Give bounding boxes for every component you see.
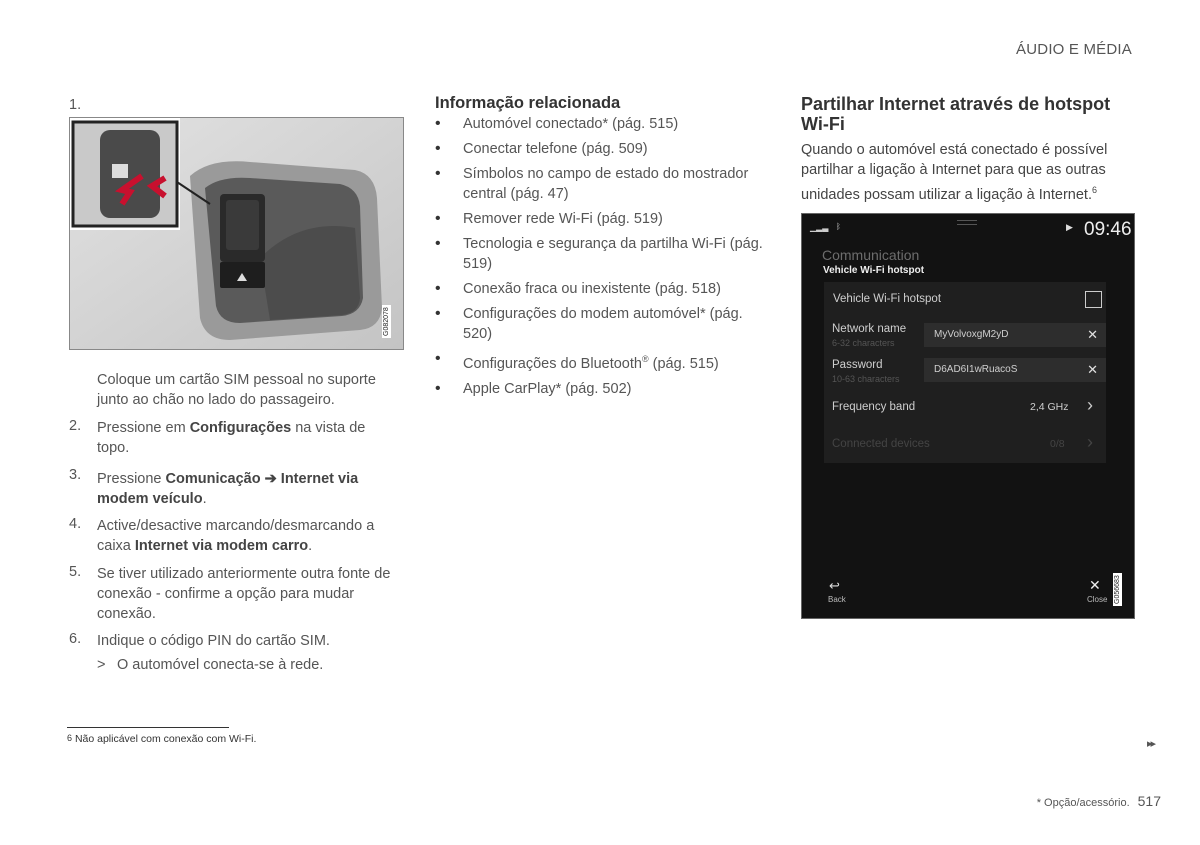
password-label: Password: [832, 359, 883, 371]
step-text-part: na vista de topo.: [97, 420, 366, 456]
related-link[interactable]: • Símbolos no campo de estado do mostrador central (pág. 47): [435, 164, 775, 204]
registered-mark: ®: [641, 354, 649, 364]
menu-reference: Comunicação ➔ Internet via modem veículo: [97, 471, 359, 507]
related-link[interactable]: [435, 349, 775, 374]
hotspot-section: [801, 94, 1136, 205]
step-text: Coloque um cartão SIM pessoal no suporte junto ao chão no lado do passageiro.: [97, 372, 376, 408]
menu-reference: Configurações: [189, 420, 292, 436]
step-number: 6.: [69, 631, 82, 647]
footnote-text: Não aplicável com conexão com Wi-Fi.: [74, 733, 257, 745]
back-button[interactable]: Back: [828, 595, 846, 604]
step-text: [97, 516, 397, 556]
related-link[interactable]: • Conexão fraca ou inexistente (pág. 518): [435, 279, 775, 299]
sim-card-figure: [69, 117, 404, 350]
close-button[interactable]: Close: [1087, 595, 1108, 604]
step-number: 3.: [69, 467, 82, 483]
back-arrow-icon[interactable]: ↩: [829, 578, 840, 593]
step-number: 5.: [69, 564, 82, 580]
link-text: Configurações do Bluetooth: [463, 355, 642, 372]
figure-code: G082078: [383, 307, 390, 336]
step-text: [97, 469, 387, 509]
drag-handle-icon[interactable]: [957, 220, 977, 225]
hotspot-toggle-label: Vehicle Wi-Fi hotspot: [833, 293, 942, 305]
continue-arrows-icon: ▸▸: [1147, 738, 1155, 750]
related-link[interactable]: • Apple CarPlay* (pág. 502): [435, 379, 775, 399]
section-header: ÁUDIO E MÉDIA: [1016, 41, 1132, 58]
related-link[interactable]: • Tecnologia e segurança da partilha Wi-Fi (pág. 519): [435, 234, 775, 274]
step-text: Indique o código PIN do cartão SIM.: [97, 633, 330, 649]
network-name-field[interactable]: [924, 323, 1106, 347]
step-text-part: .: [308, 538, 313, 554]
clear-icon[interactable]: ✕: [1087, 362, 1098, 377]
related-links-list: [435, 114, 775, 399]
step-text-part: Pressione: [97, 471, 166, 487]
password-hint: 10-63 characters: [832, 374, 900, 384]
result-text: O automóvel conecta-se à rede.: [117, 657, 324, 673]
related-info: [435, 94, 775, 404]
related-link[interactable]: • Configurações do modem automóvel* (pág. 520): [435, 304, 775, 344]
link-page: (pág. 515): [648, 355, 719, 372]
connected-devices-value: 0/8: [1050, 438, 1065, 450]
hotspot-settings-panel: [824, 282, 1106, 463]
footnote-number: 6: [67, 733, 73, 743]
chevron-right-icon: ›: [1087, 432, 1093, 452]
frequency-band-label[interactable]: Frequency band: [832, 401, 916, 413]
step-text-part: Active/desactive marcando/desmarcando a caixa: [97, 518, 375, 554]
network-name-value: MyVolvoxgM2yD: [934, 329, 1009, 340]
network-name-label: Network name: [832, 323, 907, 335]
hotspot-checkbox[interactable]: [1085, 291, 1102, 308]
section-heading: Partilhar Internet através de hotspot Wi-Fi: [801, 94, 1111, 134]
bluetooth-icon: ᛒ: [836, 222, 841, 231]
footnote-divider: [67, 727, 229, 728]
step-number: 1.: [69, 97, 82, 113]
password-value: D6AD6I1wRuacoS: [934, 364, 1018, 375]
option-note: * Opção/acessório.: [1036, 797, 1130, 809]
screen-subtitle: Vehicle Wi-Fi hotspot: [823, 265, 925, 276]
play-icon: ▶: [1066, 222, 1073, 232]
footnote-ref: 6: [1091, 185, 1097, 195]
step-number: 2.: [69, 418, 82, 434]
screen-code: G056683: [1114, 575, 1121, 604]
center-display-screenshot: [801, 213, 1135, 619]
paragraph-text: Quando o automóvel está conectado é possível partilhar a ligação à Internet para que as outras unidades possam utilizar a ligação à Internet.: [801, 142, 1108, 203]
screen-title: Communication: [822, 247, 920, 263]
related-info-heading: Informação relacionada: [435, 94, 621, 112]
related-link[interactable]: • Remover rede Wi-Fi (pág. 519): [435, 209, 775, 229]
result-marker: >: [97, 657, 106, 673]
related-link[interactable]: • Conectar telefone (pág. 509): [435, 139, 775, 159]
network-name-hint: 6-32 characters: [832, 338, 895, 348]
page-number: 517: [1137, 793, 1161, 809]
footnote: [67, 733, 256, 745]
clear-icon[interactable]: ✕: [1087, 327, 1098, 342]
clock: 09:46: [1084, 219, 1132, 240]
step-text-part: .: [202, 491, 207, 507]
connected-devices-label: Connected devices: [832, 438, 930, 450]
step-text: Se tiver utilizado anteriormente outra fonte de conexão - confirme a opção para mudar conexão.: [97, 566, 391, 622]
signal-icon: ▁▂▃: [810, 223, 829, 232]
step-number: 4.: [69, 516, 82, 532]
section-paragraph: [801, 140, 1136, 205]
frequency-band-value: 2,4 GHz: [1030, 401, 1069, 413]
menu-reference: Internet via modem carro: [134, 538, 309, 554]
sim-holder-illustration: [70, 118, 403, 349]
step-text-part: Pressione em: [97, 420, 190, 436]
password-field[interactable]: [924, 358, 1106, 382]
chevron-right-icon[interactable]: ›: [1087, 395, 1093, 415]
close-icon[interactable]: ✕: [1089, 577, 1101, 593]
page-footer: [1037, 793, 1161, 809]
related-link[interactable]: • Automóvel conectado* (pág. 515): [435, 114, 775, 134]
step-text: [97, 418, 387, 458]
